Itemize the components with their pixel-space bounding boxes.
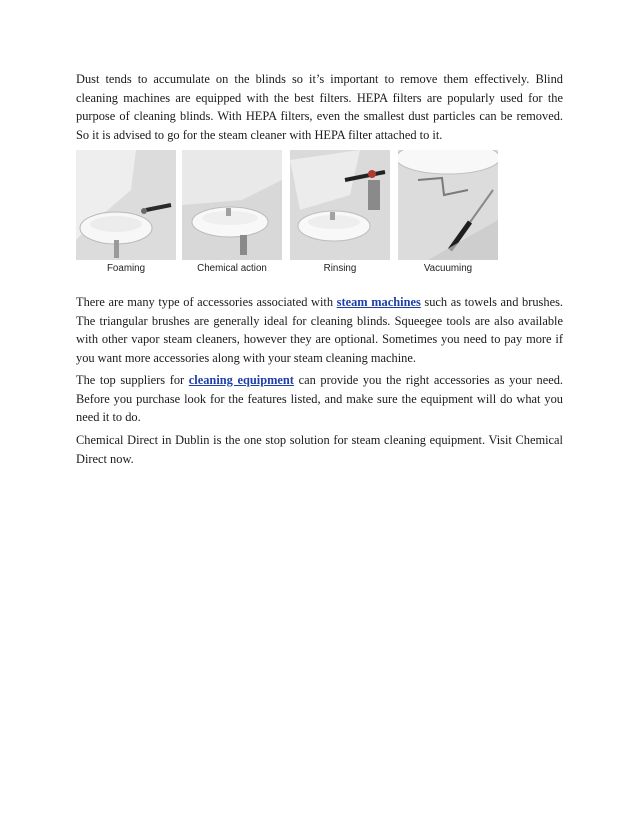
steam-machines-link[interactable]: steam machines	[336, 295, 421, 309]
paragraph-accessories-text-end: such as towels and brushes. The triangular brushes are generally ideal for cleaning blinds. Squeegee tools are also available with other vapor steam cleaners, however they are optional. Sometimes you need to pay more if you want more accessories along with your steam cleaning machine.	[76, 295, 563, 365]
paragraph-chemical-direct: Chemical Direct in Dublin is the one stop solution for steam cleaning equipment. Visit Chemical Direct now.	[76, 433, 563, 466]
caption-vacuuming: Vacuuming	[423, 263, 473, 274]
foaming-photo	[76, 150, 176, 260]
caption-foaming: Foaming	[106, 263, 146, 274]
chemical-action-photo	[182, 150, 282, 260]
caption-chemical-action: Chemical action	[197, 263, 267, 274]
paragraph-suppliers	[76, 371, 563, 427]
cleaning-equipment-link[interactable]: cleaning equipment	[188, 373, 294, 387]
paragraph-accessories	[76, 293, 563, 367]
caption-rinsing: Rinsing	[323, 263, 357, 274]
paragraph-suppliers-text-end: can provide you the right accessories as your need. Before you purchase look for the features listed, and make sure the equipment will do what you need it to do.	[76, 373, 563, 425]
vacuuming-photo	[398, 150, 498, 260]
paragraph-suppliers-text-start: The top suppliers for	[76, 373, 189, 387]
cleaning-steps-figure	[76, 150, 496, 280]
rinsing-photo	[290, 150, 390, 260]
paragraph-accessories-text-start: There are many type of accessories associated with	[76, 295, 337, 309]
paragraph-hepa-filters: Dust tends to accumulate on the blinds so it’s important to remove them effectively. Blind cleaning machines are equipped with the best filters. HEPA filters are popularly used for the purpose of cleaning blinds. With HEPA filters, even the smallest dust particles can be removed. So it is advised to go for the steam cleaner with HEPA filter attached to it.	[76, 72, 563, 142]
